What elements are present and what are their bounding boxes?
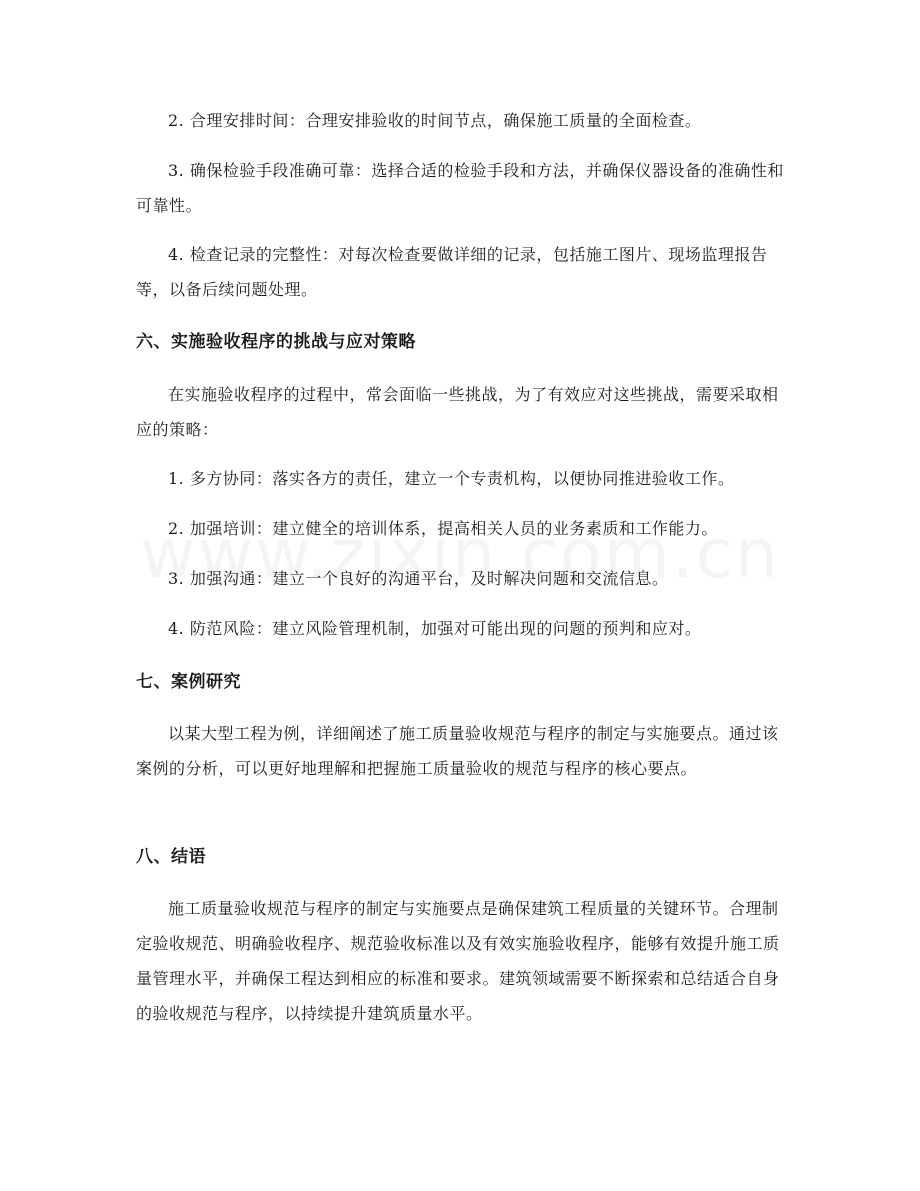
list-item: 3. 加强沟通：建立一个良好的沟通平台，及时解决问题和交流信息。 — [168, 569, 669, 588]
section-heading: 八、结语 — [136, 847, 206, 867]
section-body: 以某大型工程为例，详细阐述了施工质量验收规范与程序的制定与实施要点。通过该案例的分析，可以更好地理解和把握施工质量验收的规范与程序的核心要点。 — [136, 724, 779, 778]
section-body: 施工质量验收规范与程序的制定与实施要点是确保建筑工程质量的关键环节。合理制定验收规范、明确验收程序、规范验收标准以及有效实施验收程序，能够有效提升施工质量管理水平，并确保工程达到相应的标准和要求。建筑领域需要不断探索和总结适合自身的验收规范与程序，以持续提升建筑质量水平。 — [136, 899, 780, 1023]
section-intro: 在实施验收程序的过程中，常会面临一些挑战，为了有效应对这些挑战，需要采取相应的策略： — [136, 385, 779, 439]
list-item: 3. 确保检验手段准确可靠：选择合适的检验手段和方法，并确保仪器设备的准确性和可靠性。 — [136, 161, 784, 215]
section-heading: 六、实施验收程序的挑战与应对策略 — [136, 332, 416, 352]
list-item: 4. 检查记录的完整性：对每次检查要做详细的记录，包括施工图片、现场监理报告等，以备后续问题处理。 — [136, 245, 768, 299]
list-item: 1. 多方协同：落实各方的责任，建立一个专责机构，以便协同推进验收工作。 — [168, 469, 735, 488]
list-item: 2. 加强培训：建立健全的培训体系，提高相关人员的业务素质和工作能力。 — [168, 519, 718, 538]
list-item: 4. 防范风险：建立风险管理机制，加强对可能出现的问题的预判和应对。 — [168, 619, 702, 638]
list-item: 2. 合理安排时间：合理安排验收的时间节点，确保施工质量的全面检查。 — [168, 111, 702, 130]
section-heading: 七、案例研究 — [136, 672, 241, 692]
